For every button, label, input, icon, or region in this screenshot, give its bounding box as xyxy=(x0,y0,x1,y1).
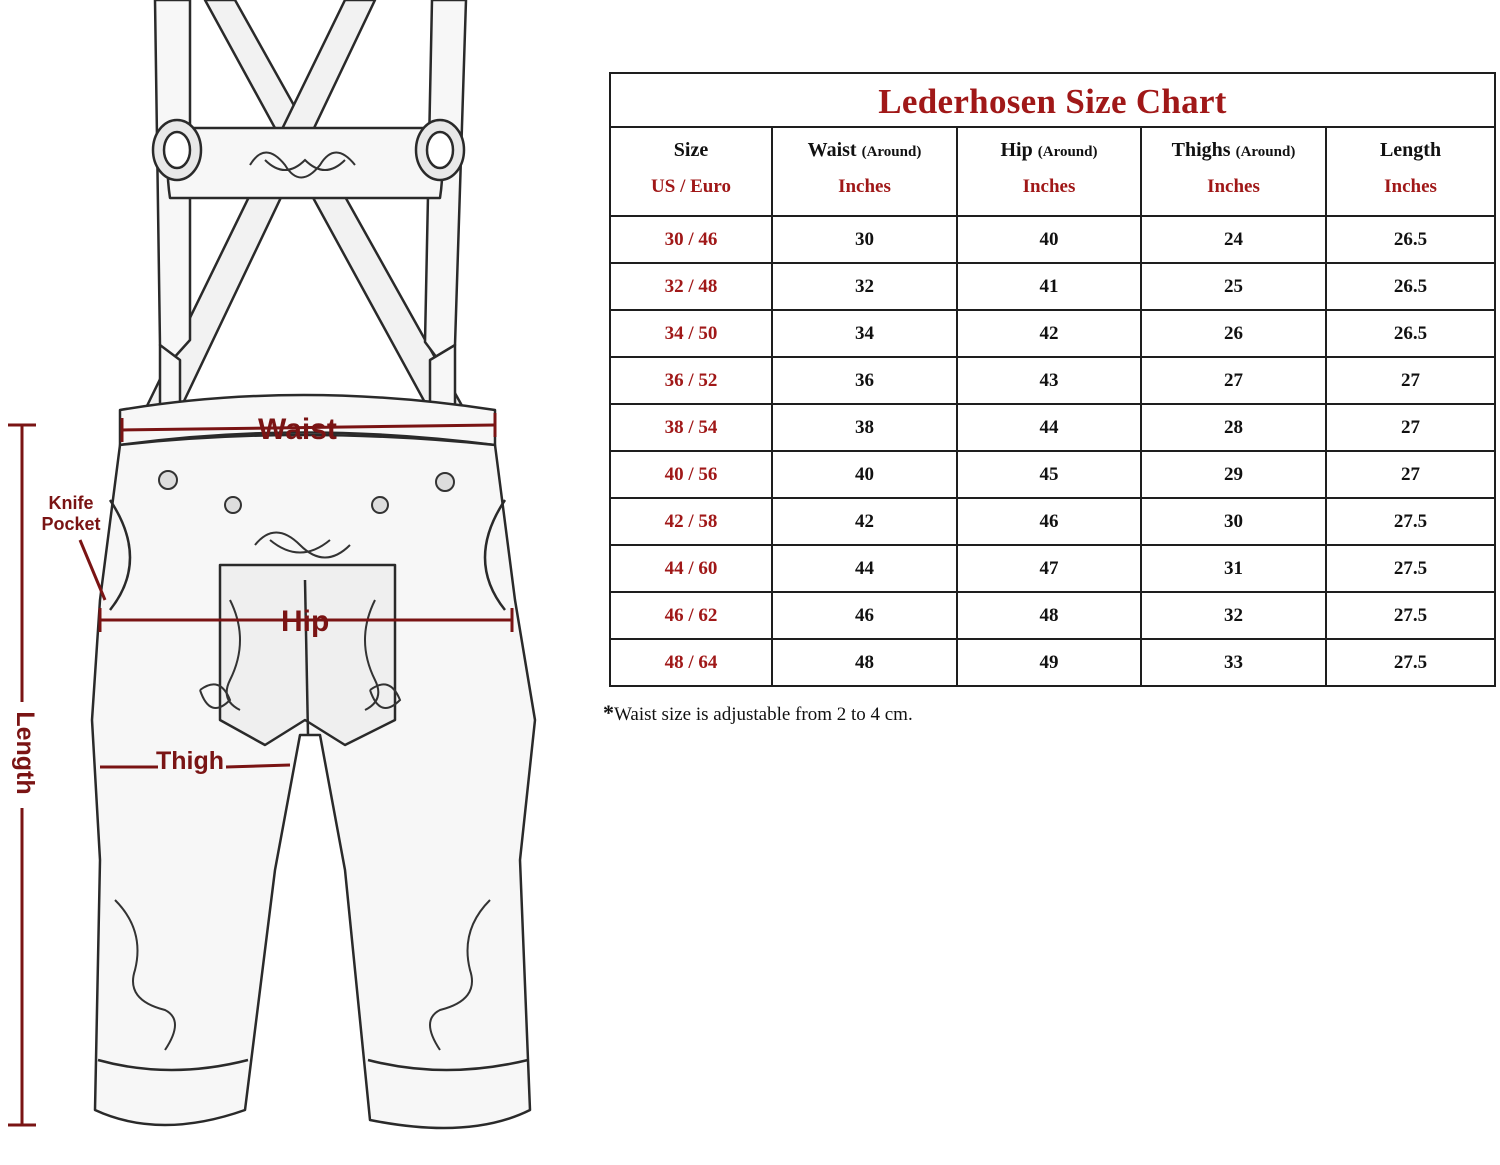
measurement-cell: 40 xyxy=(772,451,957,498)
size-cell: 40 / 56 xyxy=(610,451,772,498)
table-row xyxy=(610,639,1495,686)
table-row xyxy=(610,310,1495,357)
measurement-cell: 26.5 xyxy=(1326,263,1495,310)
measurement-cell: 48 xyxy=(957,592,1141,639)
unit-length: Inches xyxy=(1326,167,1495,216)
header-length: Length xyxy=(1326,127,1495,167)
measurement-cell: 48 xyxy=(772,639,957,686)
measurement-cell: 30 xyxy=(772,216,957,263)
unit-waist: Inches xyxy=(772,167,957,216)
size-cell: 42 / 58 xyxy=(610,498,772,545)
measurement-cell: 28 xyxy=(1141,404,1326,451)
unit-thighs: Inches xyxy=(1141,167,1326,216)
length-label: Length xyxy=(11,711,39,795)
knife-pocket-label-line2: Pocket xyxy=(41,514,101,534)
measurement-cell: 44 xyxy=(957,404,1141,451)
unit-hip: Inches xyxy=(957,167,1141,216)
footnote-asterisk: * xyxy=(603,700,614,725)
waist-label: Waist xyxy=(258,413,337,446)
units-row xyxy=(610,167,1495,216)
measurement-cell: 41 xyxy=(957,263,1141,310)
table-row xyxy=(610,498,1495,545)
knife-pocket-label xyxy=(30,493,112,535)
table-row xyxy=(610,357,1495,404)
measurement-cell: 40 xyxy=(957,216,1141,263)
size-cell: 48 / 64 xyxy=(610,639,772,686)
measurement-cell: 24 xyxy=(1141,216,1326,263)
measurement-cell: 26 xyxy=(1141,310,1326,357)
measurement-cell: 32 xyxy=(772,263,957,310)
measurement-cell: 27 xyxy=(1326,451,1495,498)
measurement-cell: 34 xyxy=(772,310,957,357)
trousers xyxy=(92,435,535,1128)
table-row xyxy=(610,451,1495,498)
measurement-cell: 42 xyxy=(772,498,957,545)
size-cell: 38 / 54 xyxy=(610,404,772,451)
size-cell: 34 / 50 xyxy=(610,310,772,357)
lederhosen-illustration xyxy=(0,0,560,1165)
measurement-cell: 29 xyxy=(1141,451,1326,498)
measurement-cell: 49 xyxy=(957,639,1141,686)
measurement-cell: 45 xyxy=(957,451,1141,498)
header-thighs: Thighs (Around) xyxy=(1141,127,1326,167)
measurement-cell: 27 xyxy=(1326,357,1495,404)
knife-pocket-label-line1: Knife xyxy=(48,493,94,513)
size-rows xyxy=(610,216,1495,686)
size-cell: 44 / 60 xyxy=(610,545,772,592)
measurement-cell: 27 xyxy=(1326,404,1495,451)
table-row xyxy=(610,592,1495,639)
size-cell: 46 / 62 xyxy=(610,592,772,639)
measurement-cell: 26.5 xyxy=(1326,216,1495,263)
table-row xyxy=(610,216,1495,263)
measurement-cell: 44 xyxy=(772,545,957,592)
measurement-cell: 47 xyxy=(957,545,1141,592)
header-row xyxy=(610,127,1495,167)
measurement-cell: 27.5 xyxy=(1326,639,1495,686)
measurement-cell: 38 xyxy=(772,404,957,451)
measurement-cell: 25 xyxy=(1141,263,1326,310)
measurement-cell: 46 xyxy=(957,498,1141,545)
size-chart-title: Lederhosen Size Chart xyxy=(610,73,1495,127)
measurement-cell: 27.5 xyxy=(1326,498,1495,545)
measurement-cell: 31 xyxy=(1141,545,1326,592)
thigh-label: Thigh xyxy=(156,747,225,775)
unit-size: US / Euro xyxy=(610,167,772,216)
size-cell: 30 / 46 xyxy=(610,216,772,263)
footnote-text: Waist size is adjustable from 2 to 4 cm. xyxy=(614,704,913,725)
measurement-cell: 26.5 xyxy=(1326,310,1495,357)
measurement-cell: 27.5 xyxy=(1326,545,1495,592)
table-row xyxy=(610,263,1495,310)
size-cell: 36 / 52 xyxy=(610,357,772,404)
header-hip: Hip (Around) xyxy=(957,127,1141,167)
measurement-cell: 42 xyxy=(957,310,1141,357)
waist-footnote xyxy=(603,700,913,726)
table-row xyxy=(610,545,1495,592)
table-row xyxy=(610,404,1495,451)
measurement-cell: 32 xyxy=(1141,592,1326,639)
measurement-cell: 43 xyxy=(957,357,1141,404)
measurement-cell: 46 xyxy=(772,592,957,639)
measurement-cell: 27 xyxy=(1141,357,1326,404)
hip-label: Hip xyxy=(281,605,330,638)
header-size: Size xyxy=(610,127,772,167)
size-chart-table xyxy=(609,72,1496,687)
size-cell: 32 / 48 xyxy=(610,263,772,310)
header-waist: Waist (Around) xyxy=(772,127,957,167)
chest-bar xyxy=(168,128,443,198)
knife-pointer xyxy=(80,540,105,600)
measurement-cell: 33 xyxy=(1141,639,1326,686)
measurement-cell: 30 xyxy=(1141,498,1326,545)
measurement-cell: 27.5 xyxy=(1326,592,1495,639)
measurement-cell: 36 xyxy=(772,357,957,404)
